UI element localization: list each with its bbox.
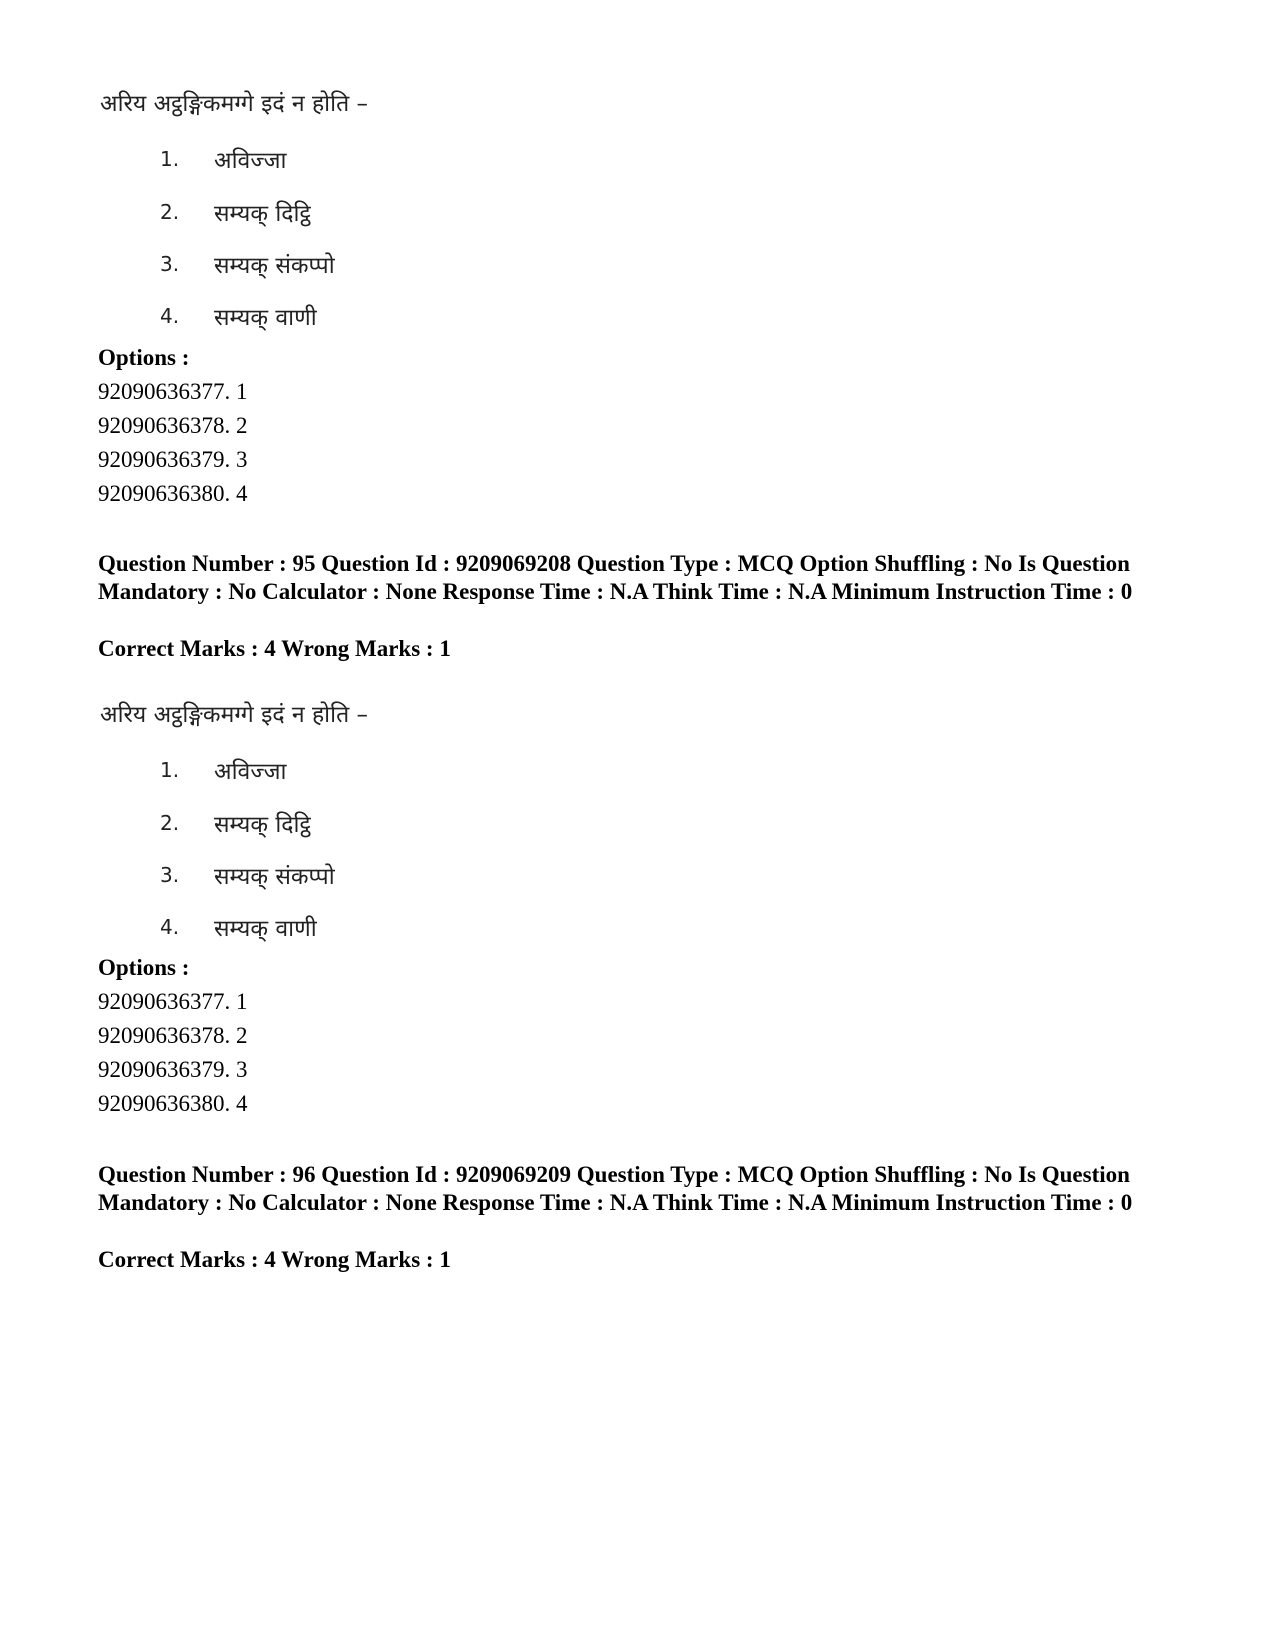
question-metadata: Question Number : 95 Question Id : 9209069208 Question Type : MCQ Option Shuffling : No Is Question Mandatory : No Calculator : None Response Time : N.A Think Time : N.A Minimum Instruction Time : 0 (98, 551, 1133, 604)
options-block (98, 341, 248, 511)
item-text: सम्यक् दिट्ठि (214, 812, 311, 838)
option-line: 92090636377. 1 (98, 379, 248, 404)
item-text: सम्यक् दिट्ठि (214, 201, 311, 227)
option-line: 92090636380. 4 (98, 1091, 248, 1116)
item-number: 3. (160, 252, 180, 276)
option-line: 92090636379. 3 (98, 1057, 248, 1082)
list-item (160, 143, 287, 175)
question-metadata: Question Number : 96 Question Id : 9209069209 Question Type : MCQ Option Shuffling : No Is Question Mandatory : No Calculator : None Response Time : N.A Think Time : N.A Minimum Instruction Time : 0 (98, 1162, 1133, 1215)
list-item (160, 754, 287, 786)
question-image (100, 700, 460, 962)
list-item (160, 859, 335, 891)
question-image (100, 89, 460, 351)
list-item (160, 196, 311, 228)
list-item (160, 911, 317, 943)
item-number: 1. (160, 758, 180, 782)
option-line: 92090636378. 2 (98, 413, 248, 438)
marks-line: Correct Marks : 4 Wrong Marks : 1 (98, 636, 451, 661)
question-stem: अरिय अट्ठङ्गिकमग्गे इदं न होति – (100, 702, 369, 728)
item-text: अविज्जा (214, 148, 287, 174)
item-text: सम्यक् वाणी (214, 916, 317, 942)
options-title: Options : (98, 345, 190, 370)
marks-line: Correct Marks : 4 Wrong Marks : 1 (98, 1247, 451, 1272)
item-number: 4. (160, 304, 180, 328)
option-line: 92090636378. 2 (98, 1023, 248, 1048)
item-number: 2. (160, 200, 180, 224)
list-item (160, 807, 311, 839)
option-line: 92090636380. 4 (98, 481, 248, 506)
question-stem: अरिय अट्ठङ्गिकमग्गे इदं न होति – (100, 91, 369, 117)
item-number: 1. (160, 147, 180, 171)
option-line: 92090636379. 3 (98, 447, 248, 472)
item-text: अविज्जा (214, 759, 287, 785)
list-item (160, 248, 335, 280)
list-item (160, 300, 317, 332)
options-title: Options : (98, 955, 190, 980)
item-text: सम्यक् वाणी (214, 305, 317, 331)
item-text: सम्यक् संकप्पो (214, 864, 335, 890)
item-number: 4. (160, 915, 180, 939)
options-block (98, 951, 248, 1121)
item-text: सम्यक् संकप्पो (214, 253, 335, 279)
option-line: 92090636377. 1 (98, 989, 248, 1014)
item-number: 3. (160, 863, 180, 887)
item-number: 2. (160, 811, 180, 835)
